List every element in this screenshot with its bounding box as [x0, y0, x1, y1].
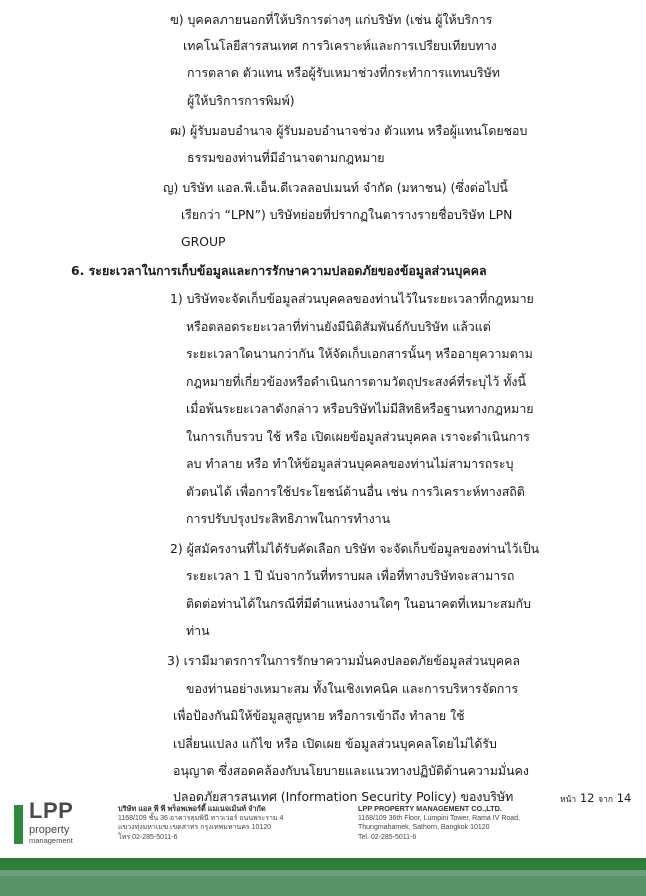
- thai-address-line: แขวงทุ่งมหาเมฆ เขตสาทร กรุงเทพมหานคร 10120: [118, 824, 272, 831]
- english-address-line: Thungmahamek, Sathorn, Bangkok 10120: [358, 824, 490, 831]
- list-item-kho: ฃ) บุคคลภายนอกที่ให้บริการต่างๆ แก่บริษัท (เช่น ผู้ให้บริการ: [170, 12, 493, 27]
- page-label: หน้า: [560, 795, 577, 805]
- text-line: เปลี่ยนแปลง แก้ไข หรือ เปิดเผย ข้อมูลส่วนบุคคลโดยไม่ได้รับ: [173, 736, 497, 751]
- list-item-2: 2) ผู้สมัครงานที่ไม่ได้รับคัดเลือก บริษัท จะจัดเก็บข้อมูลของท่านไว้เป็น: [170, 541, 540, 556]
- thai-phone: โทร 02-285-5011-6: [118, 833, 178, 841]
- text-line: ผู้ให้บริการการพิมพ์): [187, 93, 295, 108]
- text-line: ลบ ทำลาย หรือ ทำให้ข้อมูลส่วนบุคคลของท่านไม่สามารถระบุ: [186, 456, 514, 471]
- footer-band-mid: [0, 876, 646, 896]
- text-line: ระยะเวลาใดนานกว่ากัน ให้จัดเก็บเอกสารนั้นๆ หรืออายุความตาม: [186, 346, 533, 361]
- company-logo: LPP: [29, 798, 74, 823]
- text-line: กฎหมายที่เกี่ยวข้องหรือดำเนินการตามวัตถุประสงค์ที่ระบุไว้ ทั้งนี้: [186, 374, 526, 389]
- text-line: ปลอดภัยสารสนเทศ (Information Security Policy) ของบริษัท: [173, 789, 514, 804]
- page-number: [560, 791, 631, 806]
- footer-band-dark: [0, 858, 646, 870]
- text-line: หรือตลอดระยะเวลาที่ท่านยังมีนิติสัมพันธ์กับบริษัท แล้วแต่: [186, 319, 491, 334]
- english-address-block: [358, 804, 520, 842]
- text-line: GROUP: [181, 234, 226, 249]
- english-address-line: 1168/109 36th Floor, Lumpini Tower, Rama IV Road,: [358, 814, 521, 822]
- thai-address-block: [118, 804, 283, 842]
- logo-mark-icon: [14, 805, 23, 844]
- logo-subtitle: property: [29, 824, 70, 836]
- text-line: อนุญาต ซึ่งสอดคล้องกับนโยบายและแนวทางปฏิบัติด้านความมั่นคง: [173, 763, 529, 778]
- thai-address-line: 1168/109 ชั้น 36 อาคารลุมพินี ทาวเวอร์ ถนนพระราม 4: [118, 814, 284, 822]
- text-line: การตลาด ตัวแทน หรือผู้รับเหมาช่วงที่กระทำการแทนบริษัท: [187, 65, 500, 80]
- text-line: เรียกว่า “LPN”) บริษัทย่อยที่ปรากฏในตารางรายชื่อบริษัท LPN: [181, 207, 513, 222]
- section-heading: 6. ระยะเวลาในการเก็บข้อมูลและการรักษาความปลอดภัยของข้อมูลส่วนบุคคล: [71, 263, 487, 278]
- text-line: ท่าน: [186, 623, 210, 638]
- text-line: ระยะเวลา 1 ปี นับจากวันที่ทราบผล เพื่อที่ทางบริษัทจะสามารถ: [186, 568, 515, 583]
- text-line: ธรรมของท่านที่มีอำนาจตามกฎหมาย: [187, 150, 385, 165]
- text-line: ในการเก็บรวบ ใช้ หรือ เปิดเผยข้อมูลส่วนบุคคล เราจะดำเนินการ: [186, 429, 530, 444]
- english-phone: Tel. 02-285-5011-6: [358, 833, 417, 841]
- text-line: ติดต่อท่านได้ในกรณีที่มีตำแหน่งงานใดๆ ในอนาคตที่เหมาะสมกับ: [186, 596, 531, 611]
- text-line: การปรับปรุงประสิทธิภาพในการทำงาน: [186, 511, 391, 526]
- thai-company-name: บริษัท แอล พี พี พร็อพเพอร์ตี้ แมเนจเม้นท์ จำกัด: [118, 804, 266, 813]
- page-current: 12: [579, 791, 595, 805]
- list-item-yo: ญ) บริษัท แอล.พี.เอ็น.ดีเวลลอปเมนท์ จำกัด (มหาชน) (ซึ่งต่อไปนี้: [163, 180, 508, 195]
- list-item-3: 3) เรามีมาตรการในการรักษาความมั่นคงปลอดภัยข้อมูลส่วนบุคคล: [167, 653, 520, 668]
- text-line: เพื่อป้องกันมิให้ข้อมูลสูญหาย หรือการเข้าถึง ทำลาย ใช้: [173, 708, 465, 723]
- page-of-label: จาก: [598, 795, 614, 805]
- text-line: เทคโนโลยีสารสนเทศ การวิเคราะห์และการเปรียบเทียบทาง: [183, 38, 497, 53]
- page-total: 14: [616, 791, 632, 805]
- list-item-tho: ฒ) ผู้รับมอบอำนาจ ผู้รับมอบอำนาจช่วง ตัวแทน หรือผู้แทนโดยชอบ: [170, 123, 528, 138]
- text-line: เมื่อพ้นระยะเวลาดังกล่าว หรือบริษัทไม่มีสิทธิหรือฐานทางกฎหมาย: [186, 401, 534, 416]
- text-line: ของท่านอย่างเหมาะสม ทั้งในเชิงเทคนิค และการบริหารจัดการ: [186, 681, 519, 696]
- text-line: ตัวตนได้ เพื่อการใช้ประโยชน์ด้านอื่น เช่น การวิเคราะห์ทางสถิติ: [186, 484, 525, 499]
- english-company-name: LPP PROPERTY MANAGEMENT CO.,LTD.: [358, 804, 502, 813]
- list-item-1: 1) บริษัทจะจัดเก็บข้อมูลส่วนบุคคลของท่านไว้ในระยะเวลาที่กฎหมาย: [170, 291, 534, 306]
- logo-subtitle-small: management: [29, 836, 73, 845]
